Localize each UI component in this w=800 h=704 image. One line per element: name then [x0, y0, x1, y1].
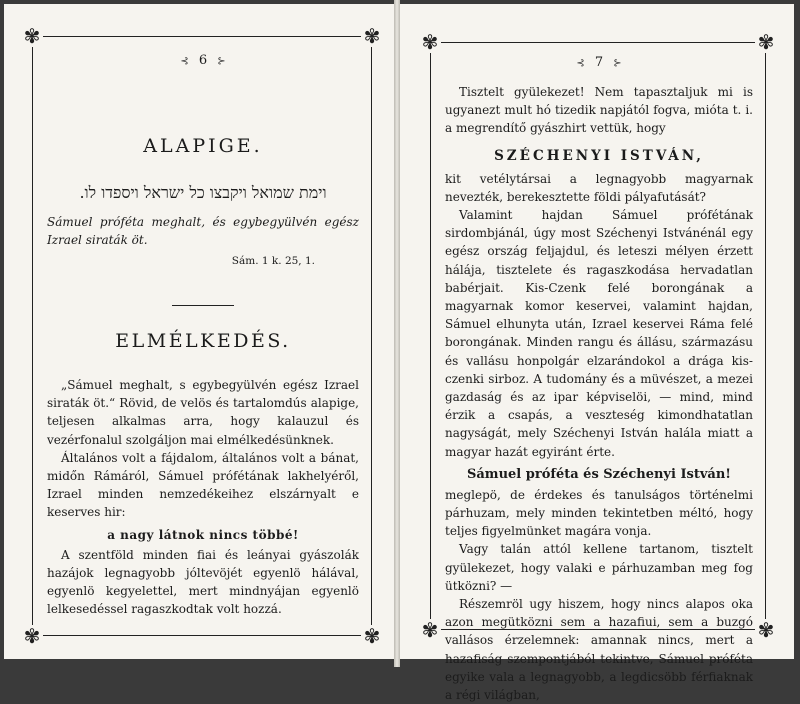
ornament-right-icon: ⊱: [613, 58, 622, 69]
page-number-value: 7: [594, 55, 604, 70]
section-title: ELMÉLKEDÉS.: [115, 330, 291, 352]
page-number: [445, 55, 753, 73]
emphasis-name: SZÉCHENYI ISTVÁN,: [494, 147, 704, 164]
divider: [172, 305, 234, 306]
page-number-value: 6: [198, 53, 208, 68]
corner-ornament-icon: ✾: [419, 31, 441, 53]
corner-ornament-icon: ✾: [755, 619, 777, 641]
paragraph: Részemröl ugy hiszem, hogy nincs alapos oka azon megütközni sem a hazafiui, sem a buzgó vallásos érzelemnek: amannak nincs, mert a hazafiság szempontjából tekintve, Sámuel próféta egyike vala a legnagyobb, a legdicsöbb férfiaknak a régi világban,: [445, 597, 753, 703]
paragraph: „Sámuel meghalt, s egybegyülvén egész Izrael siraták öt.“ Rövid, de velös és tartalomdús alapige, teljesen alkalmas arra, hogy kalauzul és vezérfonalul szolgáljon mai elmélkedésünknek.: [47, 378, 359, 447]
page-frame: [23, 24, 381, 648]
corner-ornament-icon: ✾: [361, 25, 383, 47]
corner-ornament-icon: ✾: [419, 619, 441, 641]
page-content: [47, 37, 359, 635]
parallel-heading: Sámuel próféta és Széchenyi István!: [467, 466, 731, 482]
paragraph: meglepö, de érdekes és tanulságos történelmi párhuzam, mely minden tekintetben méltó, hogy teljes figyelmünket magára vonja.: [445, 487, 753, 539]
page-content: [445, 43, 753, 703]
verse-translation: Sámuel próféta meghalt, és egybegyülvén egész Izrael siraták öt.: [47, 215, 359, 247]
paragraph: kit vetélytársai a legnagyobb magyarnak nevezték, berekesztette földi pályafutását?: [445, 171, 753, 204]
paragraph: Általános volt a fájdalom, általános volt a bánat, midőn Rámáról, Sámuel prófétának lakhelyéről, Izrael minden nemzedékeihez elszárnyalt e keserves hir:: [47, 450, 359, 520]
left-page: [4, 4, 394, 659]
ornament-right-icon: ⊱: [217, 56, 226, 67]
page-number: [47, 53, 359, 71]
paragraph: Valamint hajdan Sámuel prófétának sirdombjánál, úgy most Széchenyi Istvánénál egy egész ország feljajdul, és leteszi mélyen érzett hálája, tisztelete és ragaszkodása hervadatlan babérjait. Kis-Czenk felé borongának a magyarnak komor keservei, valamint hajdan, Sámuel elhunyta után, Izrael keservei Ráma felé borongának. Minden rangu és állásu, származásu és vallásu honpolgár elzarándokol a drága kis-czenki sirboz. A tudomány és a müvészet, a mezei gazdaság és az ipar képviselöi, — mind, mind érzik a csapás, a veszteség kimondhatatlan nagyságát, mely Széchenyi István halála miatt a magyar hazát egyiránt érte.: [445, 208, 753, 459]
corner-ornament-icon: ✾: [21, 25, 43, 47]
paragraph: A szentföld minden fiai és leányai gyászolák hazájok legnagyobb jóltevöjét egyenlö hálával, egyenlö kegyelettel, mert mindnyájan egyenlö lelkesedéssel ragaszkodtak volt hozzá.: [47, 547, 359, 617]
ornament-left-icon: ⊰: [180, 56, 189, 67]
ornament-left-icon: ⊰: [576, 58, 585, 69]
paragraph: Vagy talán attól kellene tartanom, tisztelt gyülekezet, hogy valaki e párhuzamban meg fog ütközni? —: [445, 542, 753, 593]
hebrew-verse: וימת שמואל ויקבצו כל ישראל ויספדו לו.: [79, 183, 327, 202]
emphasis-line: a nagy látnok nincs többé!: [107, 527, 299, 542]
paragraph: Tisztelt gyülekezet! Nem tapasztaljuk mi is ugyanezt mult hó tizedik napjától fogva, mióta t. i. a megrendítő gyászhirt vettük, hogy: [445, 85, 753, 136]
page-frame: [421, 30, 775, 703]
page-title: ALAPIGE.: [143, 135, 263, 157]
verse-reference: Sám. 1 k. 25, 1.: [231, 255, 315, 267]
corner-ornament-icon: ✾: [361, 625, 383, 647]
right-page: [400, 4, 794, 703]
corner-ornament-icon: ✾: [21, 625, 43, 647]
corner-ornament-icon: ✾: [755, 31, 777, 53]
